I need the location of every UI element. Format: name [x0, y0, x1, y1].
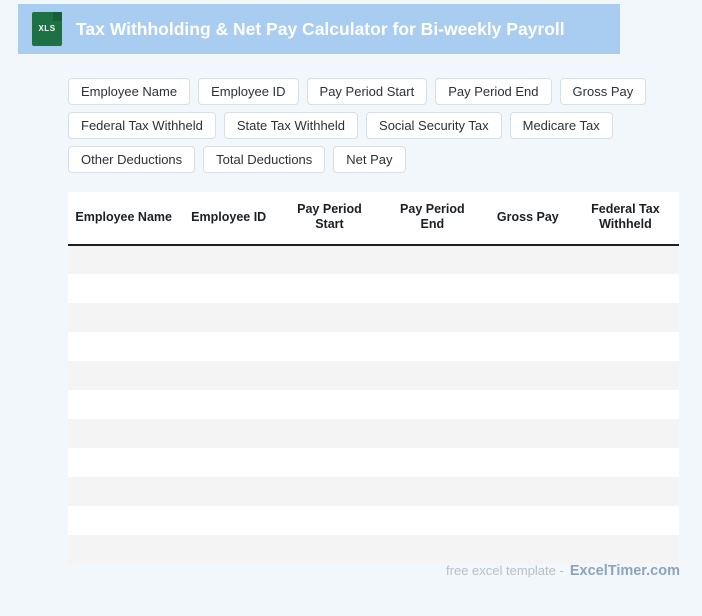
table-row[interactable] [68, 390, 679, 419]
table-cell[interactable] [68, 477, 179, 506]
table-row[interactable] [68, 419, 679, 448]
table-cell[interactable] [179, 506, 278, 535]
table-cell[interactable] [68, 390, 179, 419]
table-body [68, 245, 679, 564]
table-cell[interactable] [68, 245, 179, 274]
table-cell[interactable] [179, 535, 278, 564]
footer [446, 563, 680, 579]
table-cell[interactable] [484, 419, 572, 448]
table-row[interactable] [68, 332, 679, 361]
table-cell[interactable] [484, 506, 572, 535]
table-cell[interactable] [278, 274, 381, 303]
table-cell[interactable] [381, 506, 484, 535]
table-cell[interactable] [572, 245, 679, 274]
table-cell[interactable] [381, 332, 484, 361]
xls-icon-label: XLS [38, 24, 56, 33]
table-cell[interactable] [381, 361, 484, 390]
table-cell[interactable] [572, 274, 679, 303]
table-cell[interactable] [278, 332, 381, 361]
table-cell[interactable] [484, 303, 572, 332]
table-cell[interactable] [381, 535, 484, 564]
table-header-row [68, 192, 679, 245]
table-cell[interactable] [68, 448, 179, 477]
table-cell[interactable] [278, 303, 381, 332]
table-cell[interactable] [179, 245, 278, 274]
table-cell[interactable] [179, 390, 278, 419]
table-cell[interactable] [179, 477, 278, 506]
table-cell[interactable] [572, 303, 679, 332]
table-cell[interactable] [484, 361, 572, 390]
footer-free-text: free excel template - [446, 563, 564, 578]
table-cell[interactable] [68, 419, 179, 448]
table-header [68, 192, 679, 245]
table-cell[interactable] [278, 419, 381, 448]
table-cell[interactable] [278, 390, 381, 419]
table-cell[interactable] [278, 245, 381, 274]
table-cell[interactable] [572, 361, 679, 390]
field-chip-gross-pay[interactable]: Gross Pay [560, 78, 647, 105]
table-cell[interactable] [381, 390, 484, 419]
column-header-gross-pay[interactable]: Gross Pay [484, 192, 572, 245]
table-cell[interactable] [381, 477, 484, 506]
table-row[interactable] [68, 303, 679, 332]
field-chip-social-security-tax[interactable]: Social Security Tax [366, 112, 502, 139]
field-chip-list [68, 78, 668, 180]
table-cell[interactable] [484, 245, 572, 274]
table-row[interactable] [68, 274, 679, 303]
table-cell[interactable] [572, 477, 679, 506]
table-cell[interactable] [278, 535, 381, 564]
field-chip-net-pay[interactable]: Net Pay [333, 146, 405, 173]
table-row[interactable] [68, 506, 679, 535]
field-chip-federal-tax-withheld[interactable]: Federal Tax Withheld [68, 112, 216, 139]
table-cell[interactable] [68, 506, 179, 535]
column-header-employee-id[interactable]: Employee ID [179, 192, 278, 245]
table-cell[interactable] [572, 506, 679, 535]
column-header-pay-period-start[interactable]: Pay Period Start [278, 192, 381, 245]
table-cell[interactable] [278, 477, 381, 506]
table-cell[interactable] [572, 535, 679, 564]
table-cell[interactable] [381, 245, 484, 274]
table-cell[interactable] [381, 274, 484, 303]
table-cell[interactable] [484, 477, 572, 506]
table-row[interactable] [68, 535, 679, 564]
table-cell[interactable] [68, 332, 179, 361]
table-cell[interactable] [278, 448, 381, 477]
table-cell[interactable] [68, 361, 179, 390]
field-chip-row [68, 146, 668, 173]
table-cell[interactable] [381, 419, 484, 448]
table-cell[interactable] [572, 390, 679, 419]
table-cell[interactable] [179, 332, 278, 361]
table-cell[interactable] [179, 448, 278, 477]
column-header-employee-name[interactable]: Employee Name [68, 192, 179, 245]
table-cell[interactable] [572, 448, 679, 477]
table-cell[interactable] [484, 332, 572, 361]
column-header-pay-period-end[interactable]: Pay Period End [381, 192, 484, 245]
field-chip-medicare-tax[interactable]: Medicare Tax [510, 112, 613, 139]
field-chip-row [68, 112, 668, 139]
xls-file-icon [32, 12, 62, 46]
field-chip-state-tax-withheld[interactable]: State Tax Withheld [224, 112, 358, 139]
table-cell[interactable] [179, 303, 278, 332]
table-cell[interactable] [179, 419, 278, 448]
data-table [68, 192, 679, 564]
field-chip-employee-id[interactable]: Employee ID [198, 78, 298, 105]
table-row[interactable] [68, 448, 679, 477]
page-title: Tax Withholding & Net Pay Calculator for Bi-weekly Payroll [76, 18, 565, 39]
table-cell[interactable] [278, 506, 381, 535]
table-cell[interactable] [68, 274, 179, 303]
table-row[interactable] [68, 361, 679, 390]
table-cell[interactable] [179, 274, 278, 303]
field-chip-pay-period-end[interactable]: Pay Period End [435, 78, 551, 105]
header-bar [18, 4, 620, 54]
table-row[interactable] [68, 477, 679, 506]
table-cell[interactable] [278, 361, 381, 390]
table-row[interactable] [68, 245, 679, 274]
field-chip-other-deductions[interactable]: Other Deductions [68, 146, 195, 173]
table-cell[interactable] [572, 332, 679, 361]
table-cell[interactable] [179, 361, 278, 390]
table-cell[interactable] [484, 535, 572, 564]
field-chip-total-deductions[interactable]: Total Deductions [203, 146, 325, 173]
field-chip-pay-period-start[interactable]: Pay Period Start [307, 78, 428, 105]
xls-icon-fold [53, 12, 62, 21]
footer-brand-link[interactable]: ExcelTimer.com [569, 563, 680, 579]
table-cell[interactable] [68, 535, 179, 564]
table-cell[interactable] [484, 390, 572, 419]
table-cell[interactable] [381, 448, 484, 477]
table-cell[interactable] [484, 448, 572, 477]
column-header-federal-tax-withheld[interactable]: Federal Tax Withheld [572, 192, 679, 245]
data-table-container [68, 192, 679, 564]
field-chip-employee-name[interactable]: Employee Name [68, 78, 190, 105]
table-cell[interactable] [68, 303, 179, 332]
field-chip-row [68, 78, 668, 105]
table-cell[interactable] [484, 274, 572, 303]
table-cell[interactable] [572, 419, 679, 448]
table-cell[interactable] [381, 303, 484, 332]
